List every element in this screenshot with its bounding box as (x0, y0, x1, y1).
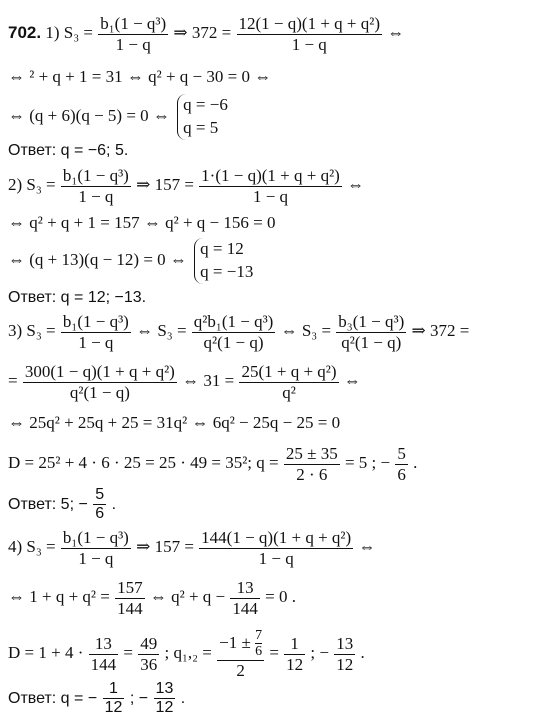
part2-answer: Ответ: q = 12; −13. (8, 289, 147, 306)
part3-fraction-3: $\frac{\text{b₃(1 − q³)}}{\text{q²(1 − q)}}$ (338, 312, 405, 352)
part4-compound-fraction: −1 ± $\frac{7}{6}$ 2 (219, 628, 263, 680)
part3-equiv-s3-a: ⇔ S₃ = (136, 320, 187, 340)
part4-fraction-1: $\frac{\text{b₁(1 − q³)}}{1 - q}$ (62, 528, 129, 568)
part3-line1 (8, 312, 469, 352)
part4-line1 (8, 528, 375, 568)
part4-fraction-3: $\frac{157}{144}$ (117, 578, 143, 618)
part4-answer-text: Ответ: q = − (8, 690, 98, 708)
part3-s3-lhs: S₃ = (26, 320, 56, 340)
part4-answer-fraction-2: $\frac{13}{12}$ (155, 680, 174, 717)
part1-line1 (8, 14, 404, 54)
part2-line2: ⇔ q² + q + 1 = 157 ⇔ q² + q − 156 = 0 (8, 213, 276, 232)
part1-equiv: ⇔ (387, 22, 405, 42)
part2-line3 (8, 238, 253, 284)
part1-cases (177, 94, 228, 140)
part4-line3 (8, 628, 365, 680)
part2-equiv: ⇔ (347, 174, 365, 194)
part3-equiv-end: ⇔ (343, 370, 361, 390)
part3-implies-372: ⇒ 372 = (411, 320, 470, 340)
part3-discriminant: D = 25² + 4 · 6 · 25 = 25 · 49 = 35²; q = (8, 452, 279, 472)
part1-label: 1) (45, 22, 60, 42)
part4-line2 (8, 578, 296, 618)
part1-fraction-2: $\frac{\text{12(1 − q)(1 + q + q²)}}{1 - q}$ (238, 14, 381, 54)
part1-factor: ⇔ (q + 6)(q − 5) = 0 ⇔ (8, 105, 170, 125)
part1-s3-lhs: S₃ = (63, 22, 93, 42)
part4-eq-zero: = 0 . (265, 586, 296, 606)
part2-fraction-2: $\frac{\text{1·(1 − q)(1 + q + q²)}}{1 - q}$ (201, 166, 340, 206)
part4-implies-157: ⇒ 157 = (136, 536, 194, 556)
part4-answer (8, 680, 185, 718)
part3-fraction-4: $\frac{\text{300(1 − q)(1 + q + q²)}}{\text{q²(1 − q)}}$ (24, 362, 175, 402)
part4-fraction-4: $\frac{13}{144}$ (232, 578, 258, 618)
part1-line2: ⇔ ² + q + 1 = 31 ⇔ q² + q − 30 = 0 ⇔ (8, 67, 272, 86)
part3-answer (8, 486, 116, 524)
problem-number: 702. (8, 22, 42, 42)
part3-fraction-2: $\frac{\text{q²b₁(1 − q³)}}{\text{q²(1 − q)}}$ (193, 312, 274, 352)
part4-fraction-8: $\frac{13}{12}$ (336, 634, 354, 674)
part1-fraction-1: $\frac{\text{b₁(1 − q³)}}{1 - q}$ (100, 14, 167, 54)
part4-quadratic: ⇔ q² + q − (149, 586, 226, 606)
part4-fraction-6: $\frac{49}{36}$ (140, 634, 158, 674)
part4-period: . (360, 643, 365, 663)
part4-fraction-7: $\frac{1}{12}$ (286, 634, 304, 674)
part4-eq-2: = (269, 643, 279, 663)
part4-answer-sep: ; − (129, 690, 149, 708)
part3-roots: = 5 ; − (344, 452, 391, 472)
part2-implies-157: ⇒ 157 = (136, 174, 194, 194)
part4-sep: ; − (310, 643, 329, 663)
part3-fraction-1: $\frac{\text{b₁(1 − q³)}}{1 - q}$ (62, 312, 129, 352)
part3-answer-period: . (111, 496, 117, 514)
part3-answer-fraction: $\frac{5}{6}$ (95, 486, 105, 523)
part1-case1: q = −6 (183, 95, 228, 114)
part4-label: 4) (8, 536, 23, 556)
part2-case1: q = 12 (200, 239, 244, 258)
part2-factor: ⇔ (q + 13)(q − 12) = 0 ⇔ (8, 249, 187, 269)
part1-line3 (8, 94, 228, 140)
part3-fraction-7: $\frac{5}{6}$ (397, 444, 406, 484)
part3-label: 3) (8, 320, 23, 340)
part2-case2: q = −13 (200, 261, 254, 281)
part3-line2 (8, 362, 361, 402)
part1-answer: Ответ: q = −6; 5. (8, 142, 129, 159)
part2-fraction-1: $\frac{\text{b₁(1 − q³)}}{1 - q}$ (62, 166, 129, 206)
part4-discriminant: D = 1 + 4 · (8, 643, 84, 663)
part4-sum: ⇔ 1 + q + q² = (8, 586, 110, 606)
part2-label: 2) (8, 174, 23, 194)
part3-eq: = (8, 370, 18, 390)
part1-case2: q = 5 (183, 117, 219, 137)
part2-line1 (8, 166, 364, 206)
part4-answer-period: . (180, 690, 186, 708)
part2-cases (194, 238, 253, 284)
part4-answer-fraction-1: $\frac{1}{12}$ (104, 680, 123, 717)
part3-equiv-s3-b: ⇔ S₃ = (280, 320, 332, 340)
part4-roots-label: ; q₁,₂ = (164, 643, 212, 663)
part2-s3-lhs: S₃ = (26, 174, 56, 194)
part3-line4 (8, 444, 417, 484)
part3-fraction-5: $\frac{\text{25(1 + q + q²)}}{\text{q²}}$ (241, 362, 337, 402)
part3-answer-text: Ответ: 5; − (8, 496, 88, 514)
part3-period: . (413, 452, 418, 472)
part1-implies-372: ⇒ 372 = (173, 22, 232, 42)
part4-equiv: ⇔ (358, 536, 376, 556)
part3-line3: ⇔ 25q² + 25q + 25 = 31q² ⇔ 6q² − 25q − 25 = 0 (8, 413, 341, 432)
part4-fraction-2: $\frac{\text{144(1 − q)(1 + q + q²)}}{1 - q}$ (201, 528, 352, 568)
part4-eq-1: = (123, 643, 133, 663)
part3-equiv-31: ⇔ 31 = (182, 370, 235, 390)
part4-fraction-5: $\frac{13}{144}$ (90, 634, 117, 674)
part3-fraction-6: $\frac{25 \pm 35}{2 \cdot 6}$ (285, 444, 338, 484)
part4-s3-lhs: S₃ = (26, 536, 56, 556)
